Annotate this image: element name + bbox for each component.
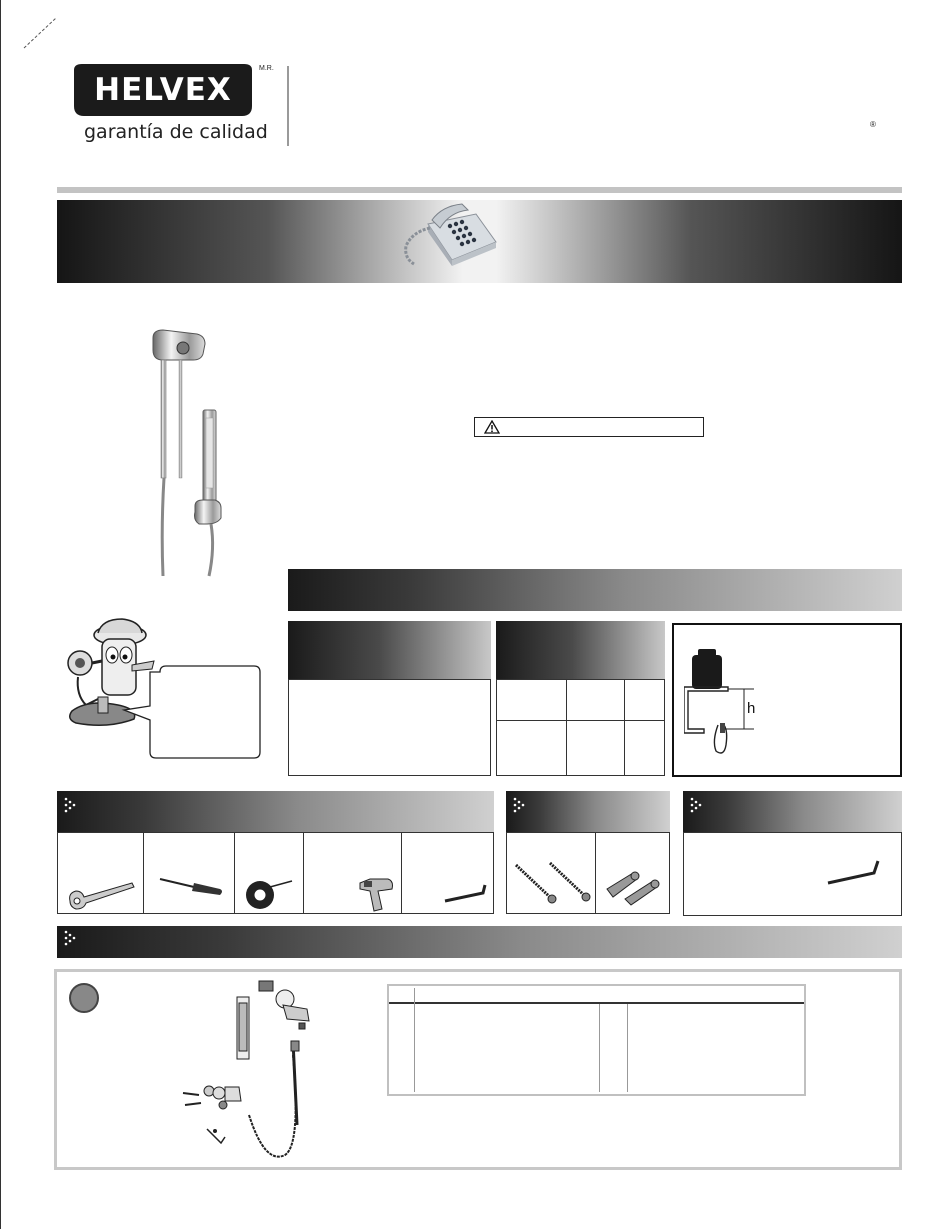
- water-heater-diagram: [684, 645, 804, 765]
- logo-text: HELVEX: [94, 72, 232, 108]
- info-table-1-header: [288, 621, 491, 679]
- table-2-vline-1: [566, 680, 567, 775]
- tool-divider-4: [401, 833, 402, 913]
- crop-mark: [22, 16, 58, 50]
- warning-box: [474, 417, 704, 437]
- included-tool-row: [683, 832, 902, 916]
- speech-bubble: [120, 664, 265, 760]
- tool-divider-2: [234, 833, 235, 913]
- chevron-dots-icon: [63, 797, 77, 813]
- fastener-divider: [595, 833, 596, 913]
- screws-icon: [512, 859, 592, 909]
- left-margin-rule: [0, 0, 1, 1229]
- fasteners-header-bar: [506, 791, 670, 832]
- screwdriver-icon: [158, 875, 226, 899]
- tools-header-bar: [57, 791, 494, 832]
- height-label: h: [747, 700, 756, 717]
- header-rule: [57, 187, 902, 193]
- brand-logo: [74, 64, 254, 120]
- trademark-mark: M.R.: [259, 65, 274, 72]
- wrench-icon: [66, 875, 138, 911]
- table-2-hline: [497, 720, 664, 721]
- parts-table-header-line: [389, 1002, 804, 1004]
- installation-header-bar: [57, 926, 902, 958]
- telephone-icon: [392, 202, 502, 272]
- section-header-bar: [288, 569, 902, 611]
- tape-roll-icon: [240, 877, 296, 911]
- tool-divider-3: [303, 833, 304, 913]
- included-tool-header-bar: [683, 791, 902, 832]
- table-2-vline-2: [624, 680, 625, 775]
- drill-icon: [358, 873, 398, 913]
- tool-divider-1: [143, 833, 144, 913]
- step-number-circle: [69, 983, 99, 1013]
- info-table-1-body: [288, 679, 491, 776]
- allen-key-icon: [443, 881, 493, 907]
- parts-list-table: [387, 984, 806, 1096]
- warning-triangle-icon: [484, 420, 500, 434]
- tools-row: [57, 832, 494, 914]
- product-shower-image: [145, 328, 235, 578]
- header-divider: [287, 66, 289, 146]
- chevron-dots-icon: [689, 797, 703, 813]
- fasteners-row: [506, 832, 670, 914]
- info-table-2-header: [496, 621, 665, 679]
- registered-mark: ®: [870, 120, 876, 129]
- info-table-2-body: [496, 679, 665, 776]
- parts-table-col-num-1: [414, 988, 415, 1092]
- parts-table-col-desc-1: [599, 1004, 600, 1092]
- brand-tagline: garantía de calidad: [84, 121, 268, 143]
- parts-table-col-num-2: [627, 1004, 628, 1092]
- wall-anchors-icon: [603, 859, 667, 907]
- height-diagram-box: [672, 623, 902, 777]
- chevron-dots-icon: [63, 930, 77, 946]
- exploded-parts-diagram: [175, 975, 325, 1165]
- chevron-dots-icon: [512, 797, 526, 813]
- hex-key-icon: [824, 857, 888, 889]
